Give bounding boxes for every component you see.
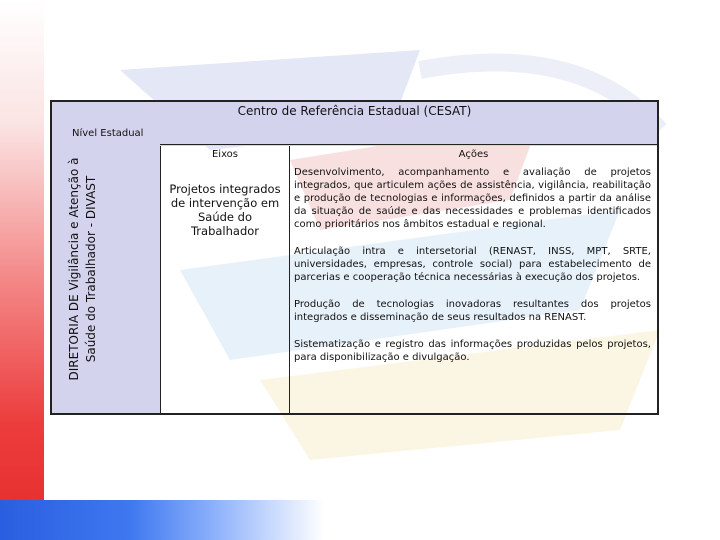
nivel-label: Nível Estadual bbox=[72, 128, 144, 139]
eixos-header: Eixos bbox=[211, 149, 239, 160]
acao-item-1: Desenvolvimento, acompanhamento e avaliação de projetos integrados, que articulem ações de assistência, vigilância, reabilitação e produção de tecnologias e informações, definidos a partir da análise da situação de saúde e das necessidades e problemas identificados como prioritários nos âmbitos estadual e regional. bbox=[294, 167, 651, 230]
acoes-header: Ações bbox=[458, 149, 489, 160]
cesat-table bbox=[50, 100, 659, 415]
diretoria-line-1: DIRETORIA DE Vigilância e Atenção à bbox=[67, 157, 81, 381]
bottom-blue-stripe bbox=[0, 500, 720, 540]
eixo-cell: Projetos integrados de intervenção em Saúde do Trabalhador bbox=[169, 182, 281, 238]
acao-item-3: Produção de tecnologias inovadoras resultantes dos projetos integrados e disseminação de seus resultados na RENAST. bbox=[294, 299, 651, 323]
table-title: Centro de Referência Estadual (CESAT) bbox=[237, 104, 472, 118]
diretoria-line-2: Saúde do Trabalhador - DIVAST bbox=[84, 175, 98, 363]
diretoria-label bbox=[66, 144, 100, 394]
acoes-list bbox=[294, 166, 651, 378]
header-divider bbox=[160, 144, 657, 145]
table-header bbox=[52, 102, 657, 146]
acoes-column bbox=[290, 146, 657, 413]
eixos-column bbox=[161, 146, 290, 413]
acao-item-4: Sistematização e registro das informações produzidas pelos projetos, para disponibilização e divulgação. bbox=[294, 339, 651, 363]
left-red-stripe bbox=[0, 0, 44, 500]
acao-item-2: Articulação intra e intersetorial (RENAST, INSS, MPT, SRTE, universidades, empresas, controle social) para estabelecimento de parcerias e cooperação técnica necessárias à execução dos projetos. bbox=[294, 246, 651, 283]
